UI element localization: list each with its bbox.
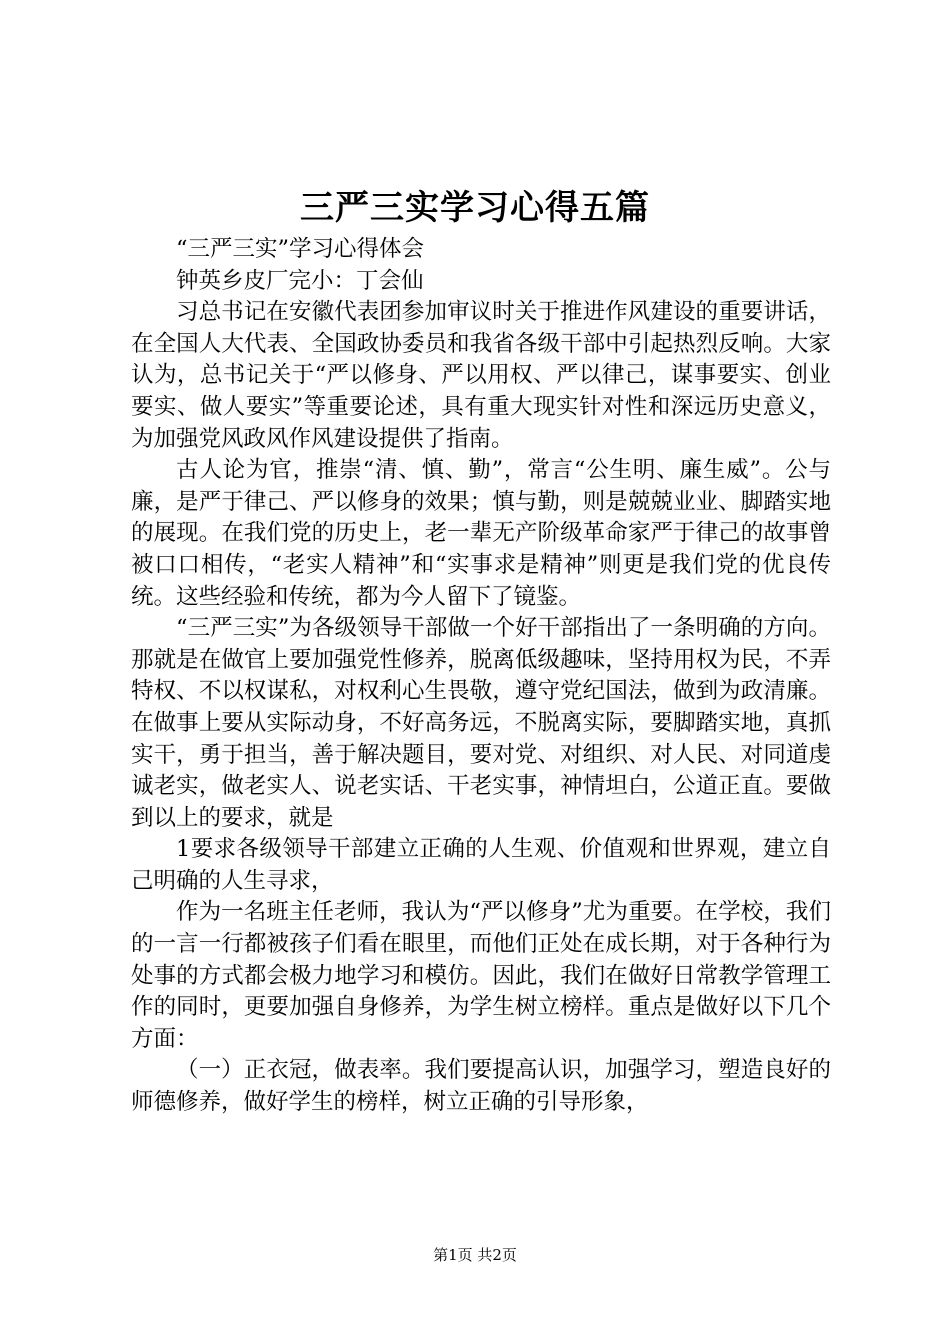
document-body xyxy=(131,234,831,1119)
paragraph: 习总书记在安徽代表团参加审议时关于推进作风建设的重要讲话，在全国人大代表、全国政协委员和我省各级干部中引起热烈反响。大家认为，总书记关于“严以修身、严以用权、严以律己，谋事要实、创业要实、做人要实”等重要论述，具有重大现实针对性和深远历史意义，为加强党风政风作风建设提供了指南。 xyxy=(131,299,831,452)
paragraph: 作为一名班主任老师，我认为“严以修身”尤为重要。在学校，我们的一言一行都被孩子们看在眼里，而他们正处在成长期，对于各种行为处事的方式都会极力地学习和模仿。因此，我们在做好日常教学管理工作的同时，更要加强自身修养，为学生树立榜样。重点是做好以下几个方面： xyxy=(131,899,831,1052)
document-title: 三严三实学习心得五篇 xyxy=(300,188,650,228)
paragraph: 1要求各级领导干部建立正确的人生观、价值观和世界观，建立自己明确的人生寻求， xyxy=(131,836,831,894)
paragraph-subtitle: “三严三实”学习心得体会 xyxy=(176,236,425,262)
paragraph: （一）正衣冠，做表率。我们要提高认识，加强学习，塑造良好的师德修养，做好学生的榜样，树立正确的引导形象， xyxy=(131,1057,831,1116)
paragraph-author: 钟英乡皮厂完小：丁会仙 xyxy=(176,267,424,294)
paragraph: 古人论为官，推崇“清、慎、勤”，常言“公生明、廉生威”。公与廉，是严于律己、严以修身的效果；慎与勤，则是兢兢业业、脚踏实地的展现。在我们党的历史上，老一辈无产阶级革命家严于律己的故事曾被口口相传，“老实人精神”和“实事求是精神”则更是我们党的优良传统。这些经验和传统，都为今人留下了镜鉴。 xyxy=(131,457,831,610)
paragraph: “三严三实”为各级领导干部做一个好干部指出了一条明确的方向。那就是在做官上要加强党性修养，脱离低级趣味，坚持用权为民，不弄特权、不以权谋私，对权利心生畏敬，遵守党纪国法，做到为政清廉。在做事上要从实际动身，不好高务远，不脱离实际，要脚踏实地，真抓实干，勇于担当，善于解决题目，要对党、对组织、对人民、对同道虔诚老实，做老实人、说老实话、干老实事，神情坦白，公道正直。要做到以上的要求，就是 xyxy=(131,615,831,831)
page-footer: 第1页 共2页 xyxy=(433,1246,517,1264)
